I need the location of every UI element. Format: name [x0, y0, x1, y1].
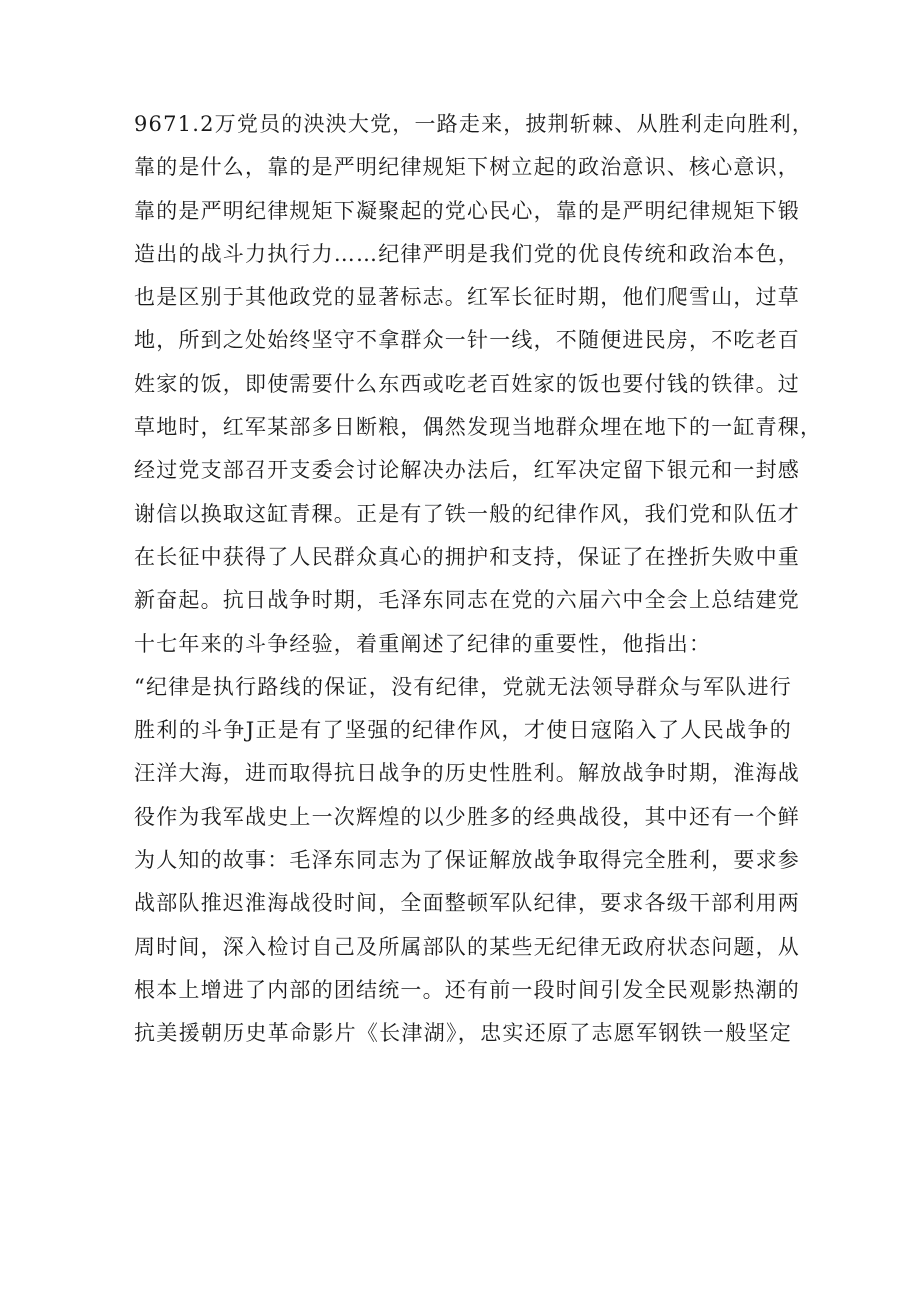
text-line: 谢信以换取这缸青稞。正是有了铁一般的纪律作风，我们党和队伍才	[134, 501, 800, 526]
text-line: 汪洋大海，进而取得抗日战争的历史性胜利。解放战争时期，淮海战	[134, 761, 800, 786]
text-line: 靠的是什么，靠的是严明纪律规矩下树立起的政治意识、核心意识，	[134, 155, 800, 180]
text-line: 9671.2万党员的泱泱大党，一路走来，披荆斩棘、从胜利走向胜利，	[134, 112, 815, 136]
text-line: 地，所到之处始终坚守不拿群众一针一线，不随便进民房，不吃老百	[134, 328, 800, 353]
text-line: 根本上增进了内部的团结统一。还有前一段时间引发全民观影热潮的	[134, 977, 800, 1002]
text-line: 胜利的斗争J正是有了坚强的纪律作风，才使日寇陷入了人民战争的	[134, 718, 792, 743]
text-line: “纪律是执行路线的保证，没有纪律，党就无法领导群众与军队进行	[134, 674, 792, 699]
text-line: 造出的战斗力执行力……纪律严明是我们党的优良传统和政治本色，	[134, 241, 800, 266]
text-line: 经过党支部召开支委会讨论解决办法后，红军决定留下银元和一封感	[134, 458, 800, 483]
text-line: 为人知的故事：毛泽东同志为了保证解放战争取得完全胜利，要求参	[134, 848, 800, 873]
text-line: 也是区别于其他政党的显著标志。红军长征时期，他们爬雪山，过草	[134, 285, 800, 310]
text-line: 新奋起。抗日战争时期，毛泽东同志在党的六届六中全会上总结建党	[134, 588, 800, 613]
text-line: 在长征中获得了人民群众真心的拥护和支持，保证了在挫折失败中重	[134, 544, 800, 569]
text-line: 姓家的饭，即使需要什么东西或吃老百姓家的饭也要付钱的铁律。过	[134, 371, 800, 396]
text-line: 靠的是严明纪律规矩下凝聚起的党心民心，靠的是严明纪律规矩下锻	[134, 198, 800, 223]
text-line: 十七年来的斗争经验，着重阐述了纪律的重要性，他指出：	[134, 631, 712, 656]
text-line: 役作为我军战史上一次辉煌的以少胜多的经典战役，其中还有一个鲜	[134, 804, 800, 829]
text-line: 周时间，深入检讨自己及所属部队的某些无纪律无政府状态问题，从	[134, 934, 800, 959]
body-text	[134, 103, 834, 1056]
text-line: 草地时，红军某部多日断粮，偶然发现当地群众埋在地下的一缸青稞，	[134, 415, 823, 440]
text-line: 抗美援朝历史革命影片《长津湖》，忠实还原了志愿军钢铁一般坚定	[134, 1021, 792, 1046]
text-line: 战部队推迟淮海战役时间，全面整顿军队纪律，要求各级干部利用两	[134, 891, 800, 916]
